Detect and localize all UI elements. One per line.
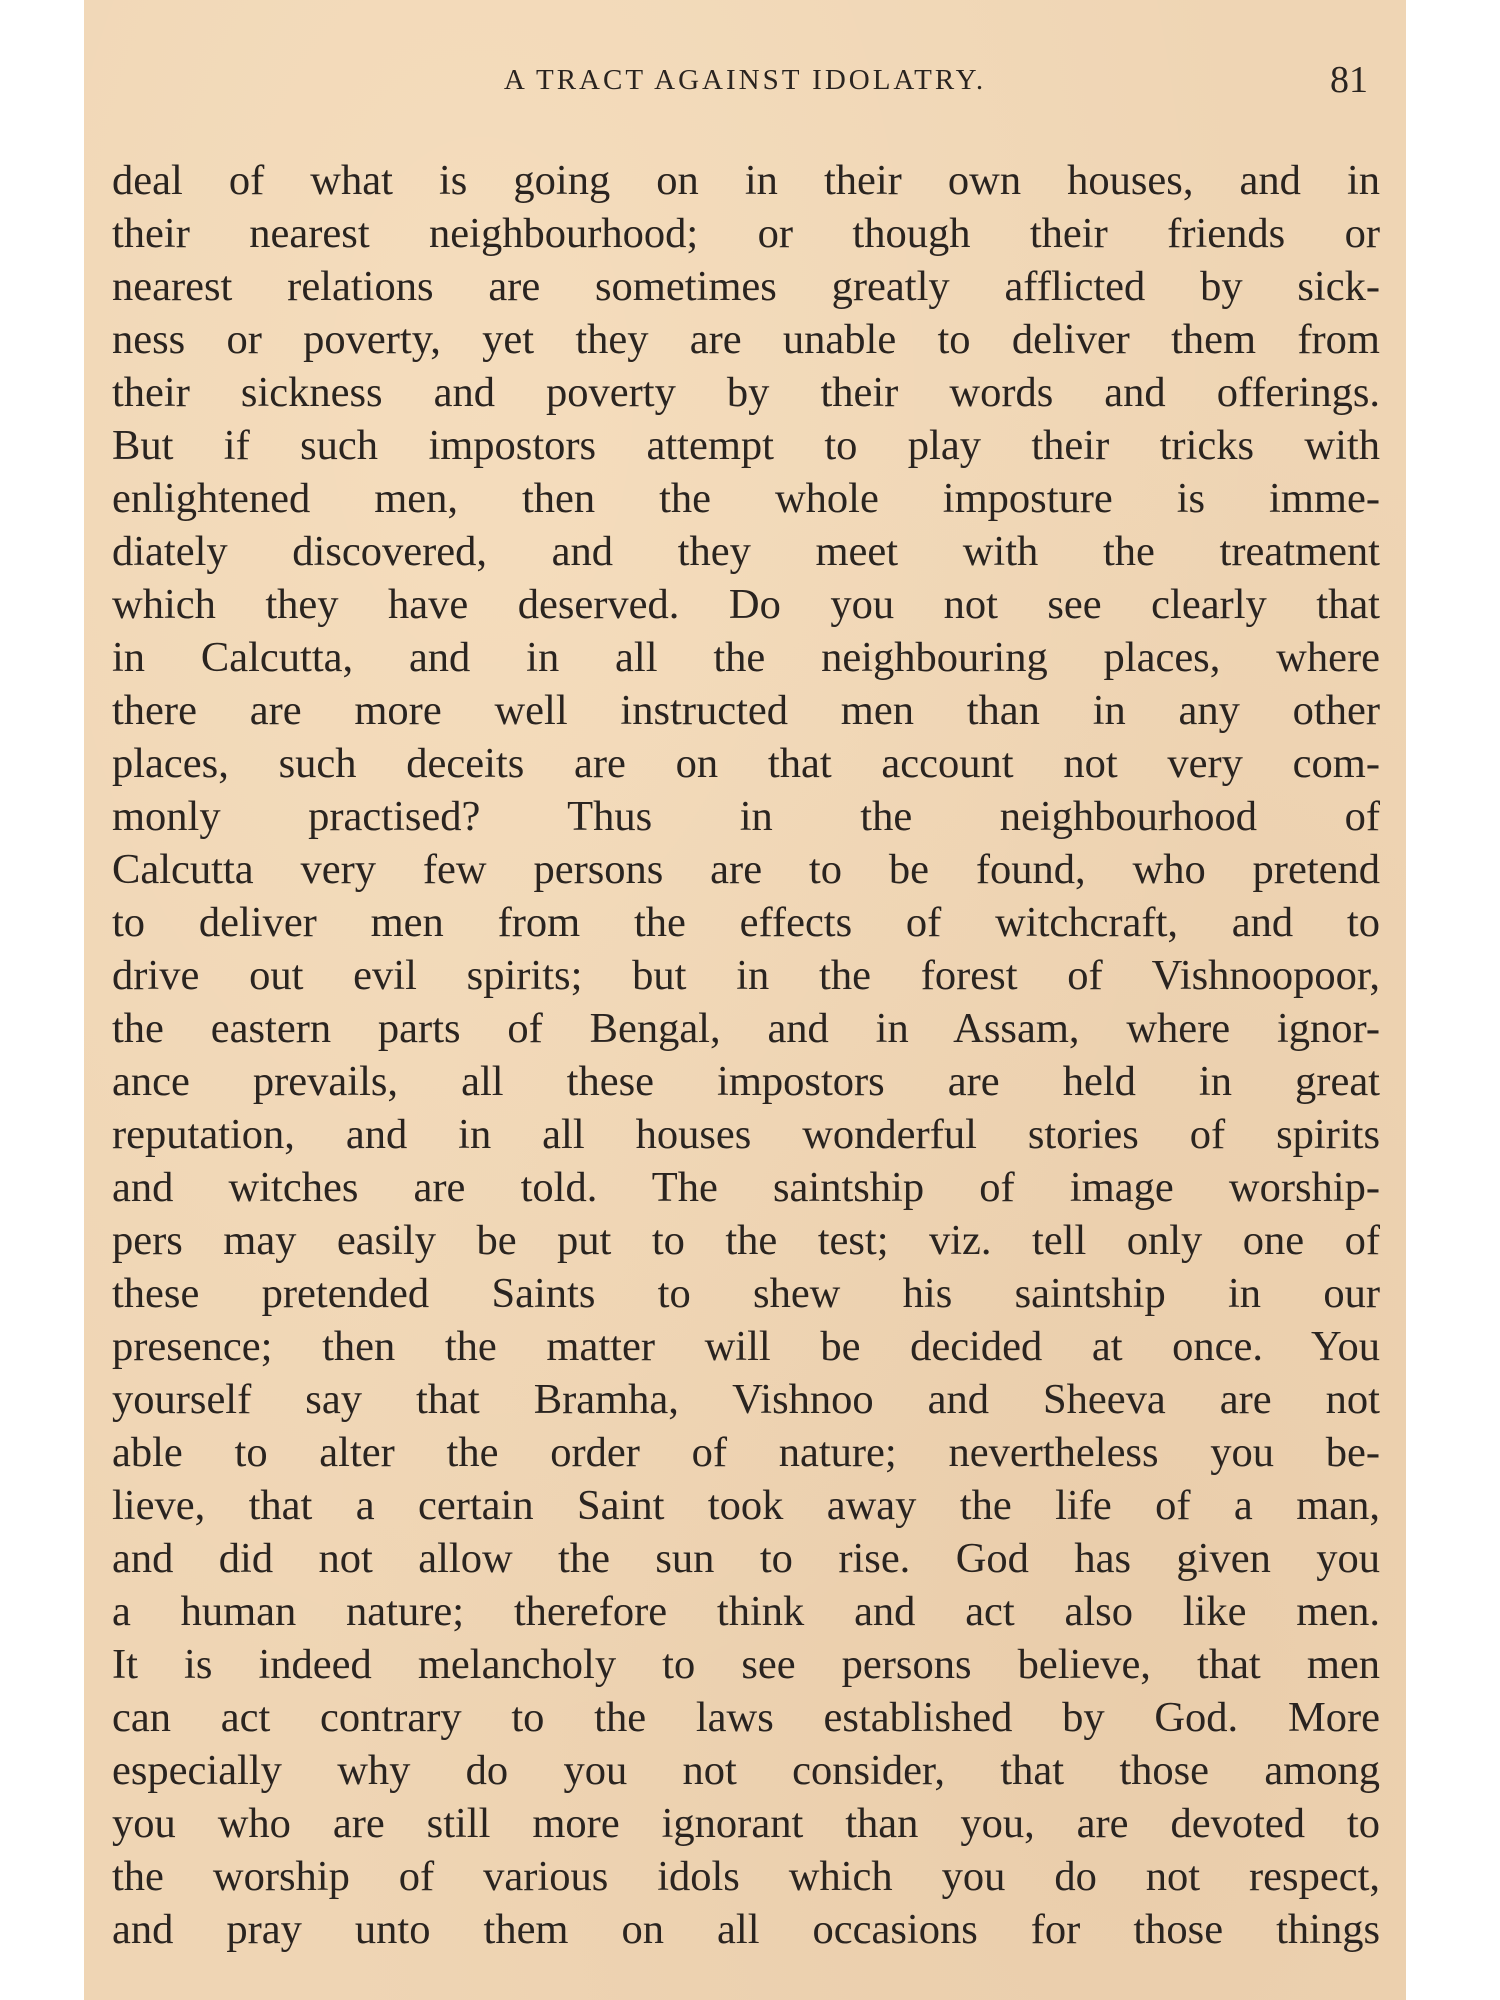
body-text (112, 154, 1380, 1956)
text-line: and witches are told. The saintship of image worship- (112, 1164, 1380, 1211)
text-line: which they have deserved. Do you not see clearly that (112, 581, 1380, 628)
text-line: especially why do you not consider, that those among (112, 1747, 1380, 1794)
text-line: the eastern parts of Bengal, and in Assam, where ignor- (112, 1005, 1380, 1052)
text-line: able to alter the order of nature; nevertheless you be- (112, 1429, 1380, 1476)
text-line: ance prevails, all these impostors are held in great (112, 1058, 1380, 1105)
book-page (84, 0, 1406, 2000)
text-line: you who are still more ignorant than you, are devoted to (112, 1800, 1380, 1847)
text-line: there are more well instructed men than in any other (112, 687, 1380, 734)
text-line: diately discovered, and they meet with the treatment (112, 528, 1380, 575)
text-line: yourself say that Bramha, Vishnoo and Sheeva are not (112, 1376, 1380, 1423)
text-line: But if such impostors attempt to play their tricks with (112, 422, 1380, 469)
text-line: their nearest neighbourhood; or though their friends or (112, 210, 1380, 257)
page-number: 81 (1330, 59, 1368, 101)
text-line: Calcutta very few persons are to be found, who pretend (112, 846, 1380, 893)
text-line: pers may easily be put to the test; viz. tell only one of (112, 1217, 1380, 1264)
text-line: and did not allow the sun to rise. God has given you (112, 1535, 1380, 1582)
text-line: deal of what is going on in their own houses, and in (112, 157, 1380, 204)
text-line: monly practised? Thus in the neighbourhood of (112, 793, 1380, 840)
text-line: the worship of various idols which you do not respect, (112, 1853, 1380, 1900)
text-line: can act contrary to the laws established by God. More (112, 1694, 1380, 1741)
text-line: these pretended Saints to shew his saintship in our (112, 1270, 1380, 1317)
text-line: drive out evil spirits; but in the forest of Vishnoopoor, (112, 952, 1380, 999)
text-line: places, such deceits are on that account not very com- (112, 740, 1380, 787)
text-line: It is indeed melancholy to see persons believe, that men (112, 1641, 1380, 1688)
text-line: presence; then the matter will be decided at once. You (112, 1323, 1380, 1370)
text-line: in Calcutta, and in all the neighbouring places, where (112, 634, 1380, 681)
text-line: a human nature; therefore think and act also like men. (112, 1588, 1380, 1635)
text-line: lieve, that a certain Saint took away the life of a man, (112, 1482, 1380, 1529)
page-header (84, 55, 1406, 105)
text-line: ness or poverty, yet they are unable to deliver them from (112, 316, 1380, 363)
text-line: their sickness and poverty by their words and offerings. (112, 369, 1380, 416)
text-line: enlightened men, then the whole imposture is imme- (112, 475, 1380, 522)
text-line: to deliver men from the effects of witchcraft, and to (112, 899, 1380, 946)
text-line: nearest relations are sometimes greatly afflicted by sick- (112, 263, 1380, 310)
text-line: and pray unto them on all occasions for those things (112, 1906, 1380, 1953)
running-title: A TRACT AGAINST IDOLATRY. (503, 64, 987, 96)
text-line: reputation, and in all houses wonderful stories of spirits (112, 1111, 1380, 1158)
